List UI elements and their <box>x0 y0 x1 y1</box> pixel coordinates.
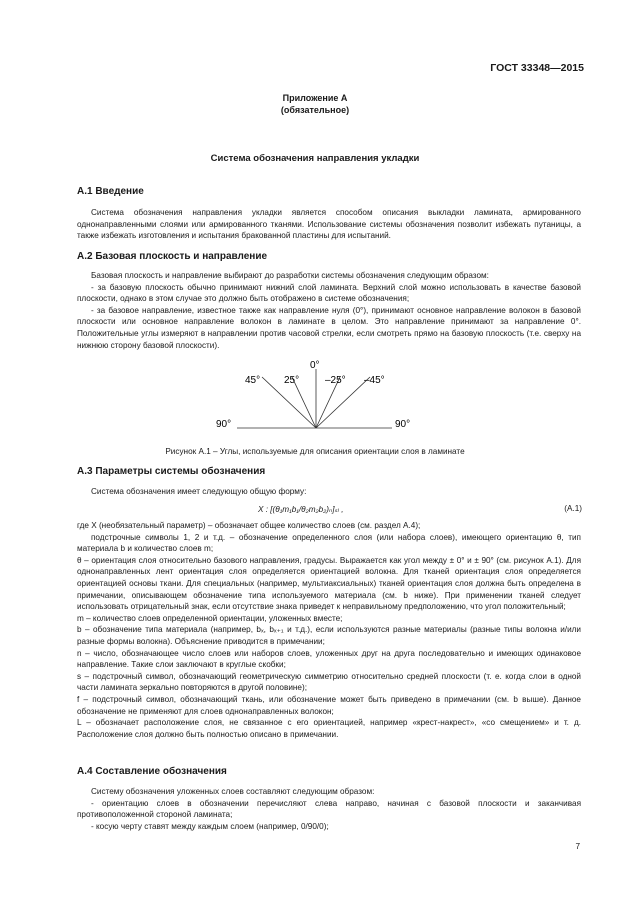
label-m25: –25° <box>325 375 346 386</box>
paragraph: подстрочные символы 1, 2 и т.д. – обозначение определенного слоя (или набора слоев), имеющего ориентацию θ, тип материала b и количество слоев m; <box>77 532 581 554</box>
paragraph: b – обозначение типа материала (например, bₓ, bₓ₊₁ и т.д.), если используются разные материалы (разные типы волокна и/или разные формы волокна). Объяснение приводится в примечании; <box>77 625 581 646</box>
paragraph: - косую черту ставят между каждым слоем (например, 0/90/0); <box>91 821 329 831</box>
figure-caption: Рисунок А.1 – Углы, используемые для описания ориентации слоя в ламинате <box>165 447 465 456</box>
label-0: 0° <box>310 360 320 371</box>
appendix-subtitle: (обязательное) <box>280 105 350 115</box>
label-45: 45° <box>245 375 261 386</box>
label-25: 25° <box>284 375 300 386</box>
section-a3-intro-wrap <box>77 486 581 498</box>
section-a1-body <box>77 207 581 242</box>
section-a4-heading: А.4 Составление обозначения <box>77 766 227 777</box>
section-a2-body <box>77 270 581 351</box>
section-a3-body <box>77 520 581 740</box>
standard-number: ГОСТ 33348—2015 <box>490 62 584 74</box>
section-a1-heading: А.1 Введение <box>77 186 144 197</box>
section-a2-heading: А.2 Базовая плоскость и направление <box>77 251 268 262</box>
paragraph: m – количество слоев определенной ориентации, уложенных вместе; <box>77 613 343 623</box>
paragraph: где X (необязательный параметр) – обозначает общее количество слоев (см. раздел А.4); <box>77 521 421 530</box>
paragraph: - за базовое направление, известное также как направление нуля (0°), принимают основное направление волокон в базовой плоскости или основное направление волокон в ламинате в целом. Это направление принимают за направление 0°. Положительные углы измеряют в направлении против часовой стрелки, если смотреть прямо на базовую плоскость (т.е. сверху на нижнюю сторону базовой плоскости). <box>77 305 581 350</box>
paragraph: Базовая плоскость и направление выбирают до разработки системы обозначения следующим образом: <box>91 271 489 280</box>
paragraph: Система обозначения направления укладки является способом описания выкладки ламината, армированного однонаправленными слоями или армированного тканями. Использование системы обозначения позволит избежать путаницы, а также избежать изготовления и испытания бракованной пластины для испытаний. <box>77 208 581 241</box>
paragraph: θ – ориентация слоя относительно базового направления, градусы. Выражается как угол между ± 0° и ± 90° (см. рисунок А.1). Для однонаправленных лент ориентация слоя определяется ориентацией волокна. Для тканей ориентация слоя определяется ориентацией основы ткани. Для специальных (например, мультиаксиальных) тканей ориентация слоя должна быть определена в примечании, описывающем обозначение типа используемого материала (см. b ниже). При применении тканей следует использовать отрицательный знак, если отсутствие знака приведет к неправильному предположению, что угол положительный; <box>77 555 581 612</box>
formula: X : [(θ₁m₁b₁/θ₂m₂b₂)ₙ]ₛₗ , <box>258 505 344 514</box>
paragraph: s – подстрочный символ, обозначающий геометрическую симметрию относительно средней плоскости (т. е. когда слои в одной части ламината зеркально повторяются в другой половине); <box>77 671 581 693</box>
paragraph: - за базовую плоскость обычно принимают нижний слой ламината. Верхний слой можно использовать в качестве базовой плоскости, однако в этом случае это должно быть отображено в системе обозначения; <box>77 282 581 304</box>
paragraph: Систему обозначения уложенных слоев составляют следующим образом: <box>91 787 375 796</box>
main-title: Система обозначения направления укладки <box>210 153 420 164</box>
page-number: 7 <box>575 842 580 851</box>
paragraph: Система обозначения имеет следующую общую форму: <box>91 487 307 496</box>
label-left-90: 90° <box>216 419 232 430</box>
paragraph: f – подстрочный символ, обозначающий ткань, или обозначение может быть приведено в примечании (см. b выше). Данное обозначение не применяют для слоев однонаправленных волокон; <box>77 694 581 716</box>
label-m45: –45° <box>364 375 385 386</box>
angle-diagram <box>0 355 630 445</box>
formula-number: (А.1) <box>564 504 582 513</box>
paragraph: L – обозначает расположение слоя, не связанное с его ориентацией, например «крест-накрест», «со смещением» и т. д. Расположение слоя должно быть полностью описано в примечании. <box>77 718 581 739</box>
section-a4-body <box>77 786 581 832</box>
appendix-title: Приложение А <box>282 93 348 103</box>
paragraph: - ориентацию слоев в обозначении перечисляют слева направо, начиная с базовой плоскости и заканчивая противоположенной стороной ламината; <box>77 798 581 820</box>
section-a3-heading: А.3 Параметры системы обозначения <box>77 466 266 477</box>
paragraph: n – число, обозначающее число слоев или наборов слоев, уложенных друг на друга последовательно и имеющих одинаковое направление. Такие слои заключают в круглые скобки; <box>77 648 581 670</box>
label-right-90: 90° <box>395 419 411 430</box>
